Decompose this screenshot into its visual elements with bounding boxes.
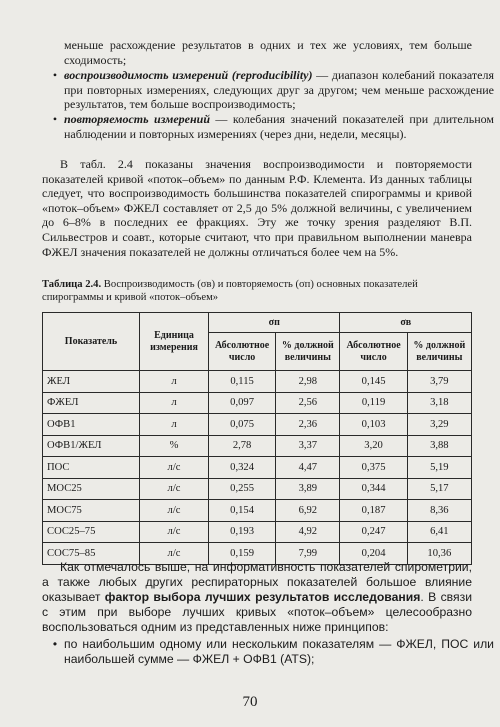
paragraph-2-end: . В связи с этим при выборе лучших кривых «поток–объем» целесообразно воспользоваться одним из представленных ниже принципов: bbox=[42, 590, 472, 634]
cell-abs-1: 0,193 bbox=[209, 521, 276, 543]
cell-abs-1: 0,159 bbox=[209, 543, 276, 565]
cell-pct-2: 5,19 bbox=[407, 457, 471, 479]
cell-abs-2: 0,204 bbox=[340, 543, 407, 565]
paragraph-1: В табл. 2.4 показаны значения воспроизводимости и повторяемости показателей кривой «поток–объем» по данным Р.Ф. Клемента. Из данных таблицы следует, что воспроизводимость большинства показателей спирограммы и кривой «поток–объем» ФЖЕЛ составляет от 2,5 до 5% должной величины, с увеличением до 6–8% в последних ее фракциях. Эту же точку зрения разделяют В.П. Сильвестров и соавт., которые считают, что при правильном выполнении маневра ФЖЕЛ значения показателей не должны отличаться более чем на 5%. bbox=[42, 157, 472, 259]
header-unit: Единица измерения bbox=[140, 313, 209, 371]
cell-pct-2: 3,29 bbox=[407, 414, 471, 436]
cell-unit: л bbox=[140, 414, 209, 436]
cell-indicator: ПОС bbox=[43, 457, 140, 479]
bullet-repeatability bbox=[42, 112, 494, 141]
table-row bbox=[43, 478, 472, 500]
cell-abs-2: 0,375 bbox=[340, 457, 407, 479]
table-row bbox=[43, 457, 472, 479]
header-group-1: σп bbox=[209, 313, 340, 333]
cell-unit: л/с bbox=[140, 478, 209, 500]
cell-indicator: СОС75–85 bbox=[43, 543, 140, 565]
cell-unit: л/с bbox=[140, 457, 209, 479]
cell-pct-1: 2,36 bbox=[276, 414, 340, 436]
cell-indicator: ОФВ1/ЖЕЛ bbox=[43, 435, 140, 457]
header-abs-2: Абсолютное число bbox=[340, 333, 407, 371]
cell-pct-2: 3,79 bbox=[407, 371, 471, 393]
cell-abs-2: 0,344 bbox=[340, 478, 407, 500]
header-pct-2: % должной величины bbox=[407, 333, 471, 371]
cell-abs-1: 0,075 bbox=[209, 414, 276, 436]
cell-abs-1: 0,255 bbox=[209, 478, 276, 500]
table-caption bbox=[42, 278, 472, 304]
cell-pct-2: 8,36 bbox=[407, 500, 471, 522]
intro-continuation: меньше расхождение результатов в одних и тех же условиях, тем больше сходимость; bbox=[64, 38, 472, 67]
cell-pct-1: 2,98 bbox=[276, 371, 340, 393]
header-indicator: Показатель bbox=[43, 313, 140, 371]
cell-abs-1: 0,154 bbox=[209, 500, 276, 522]
cell-pct-2: 3,88 bbox=[407, 435, 471, 457]
cell-pct-2: 6,41 bbox=[407, 521, 471, 543]
header-group-2: σв bbox=[340, 313, 472, 333]
bullet-text: — диапазон колебаний показателя при повторных измерениях, следующих друг за другом; чем меньше расхождение результатов, тем больше воспроизводимость; bbox=[64, 68, 494, 112]
cell-pct-1: 7,99 bbox=[276, 543, 340, 565]
page-number: 70 bbox=[242, 694, 258, 710]
cell-pct-1: 4,47 bbox=[276, 457, 340, 479]
cell-indicator: ФЖЕЛ bbox=[43, 392, 140, 414]
cell-abs-2: 0,187 bbox=[340, 500, 407, 522]
cell-pct-2: 3,18 bbox=[407, 392, 471, 414]
table-row bbox=[43, 392, 472, 414]
bullet-term: повторяемость измерений bbox=[64, 112, 210, 126]
cell-abs-2: 3,20 bbox=[340, 435, 407, 457]
bullet-marker: • bbox=[52, 637, 58, 651]
table-row bbox=[43, 435, 472, 457]
bullet-term: воспроизводимость измерений (reproducibility) bbox=[64, 68, 313, 82]
cell-abs-2: 0,119 bbox=[340, 392, 407, 414]
cell-unit: л/с bbox=[140, 521, 209, 543]
paragraph-2 bbox=[42, 560, 472, 635]
cell-unit: л/с bbox=[140, 500, 209, 522]
header-abs-1: Абсолютное число bbox=[209, 333, 276, 371]
cell-unit: л bbox=[140, 371, 209, 393]
bullet-reproducibility bbox=[42, 68, 494, 112]
table-row bbox=[43, 521, 472, 543]
table-row bbox=[43, 500, 472, 522]
cell-abs-1: 0,115 bbox=[209, 371, 276, 393]
table-caption-label: Таблица 2.4. bbox=[42, 279, 102, 290]
cell-indicator: ОФВ1 bbox=[43, 414, 140, 436]
cell-abs-2: 0,145 bbox=[340, 371, 407, 393]
paragraph-2-start: Как отмечалось выше, на информативность показателей спирометрии, а также любых других респираторных показателей большое влияние оказывает bbox=[42, 560, 472, 604]
cell-pct-1: 6,92 bbox=[276, 500, 340, 522]
table-row bbox=[43, 371, 472, 393]
cell-pct-1: 3,89 bbox=[276, 478, 340, 500]
cell-pct-1: 3,37 bbox=[276, 435, 340, 457]
cell-pct-2: 10,36 bbox=[407, 543, 471, 565]
cell-unit: % bbox=[140, 435, 209, 457]
cell-abs-2: 0,247 bbox=[340, 521, 407, 543]
cell-pct-1: 2,56 bbox=[276, 392, 340, 414]
cell-pct-2: 5,17 bbox=[407, 478, 471, 500]
cell-indicator: МОС75 bbox=[43, 500, 140, 522]
header-pct-1: % должной величины bbox=[276, 333, 340, 371]
cell-indicator: СОС25–75 bbox=[43, 521, 140, 543]
data-table bbox=[42, 312, 472, 565]
cell-indicator: МОС25 bbox=[43, 478, 140, 500]
bullet-marker: • bbox=[52, 112, 58, 126]
cell-pct-1: 4,92 bbox=[276, 521, 340, 543]
cell-unit: л bbox=[140, 392, 209, 414]
table-caption-text: Воспроизводимость (σв) и повторяемость (σп) основных показателей спирограммы и кривой «поток–объем» bbox=[42, 279, 418, 303]
table-row bbox=[43, 414, 472, 436]
bullet-text: по наибольшим одному или нескольким показателям — ФЖЕЛ, ПОС или наибольшей сумме — ФЖЕЛ + ОФВ1 (ATS); bbox=[64, 637, 494, 666]
cell-indicator: ЖЕЛ bbox=[43, 371, 140, 393]
bullet-marker: • bbox=[52, 68, 58, 82]
bullet-text: — колебания значений показателей при длительном наблюдении и повторных измерениях (через дни, недели, месяцы). bbox=[64, 112, 494, 141]
cell-unit: л/с bbox=[140, 543, 209, 565]
cell-abs-1: 0,324 bbox=[209, 457, 276, 479]
cell-abs-1: 0,097 bbox=[209, 392, 276, 414]
cell-abs-2: 0,103 bbox=[340, 414, 407, 436]
bullet-principle-1 bbox=[42, 637, 494, 667]
paragraph-2-bold: фактор выбора лучших результатов исследования bbox=[104, 590, 421, 604]
cell-abs-1: 2,78 bbox=[209, 435, 276, 457]
